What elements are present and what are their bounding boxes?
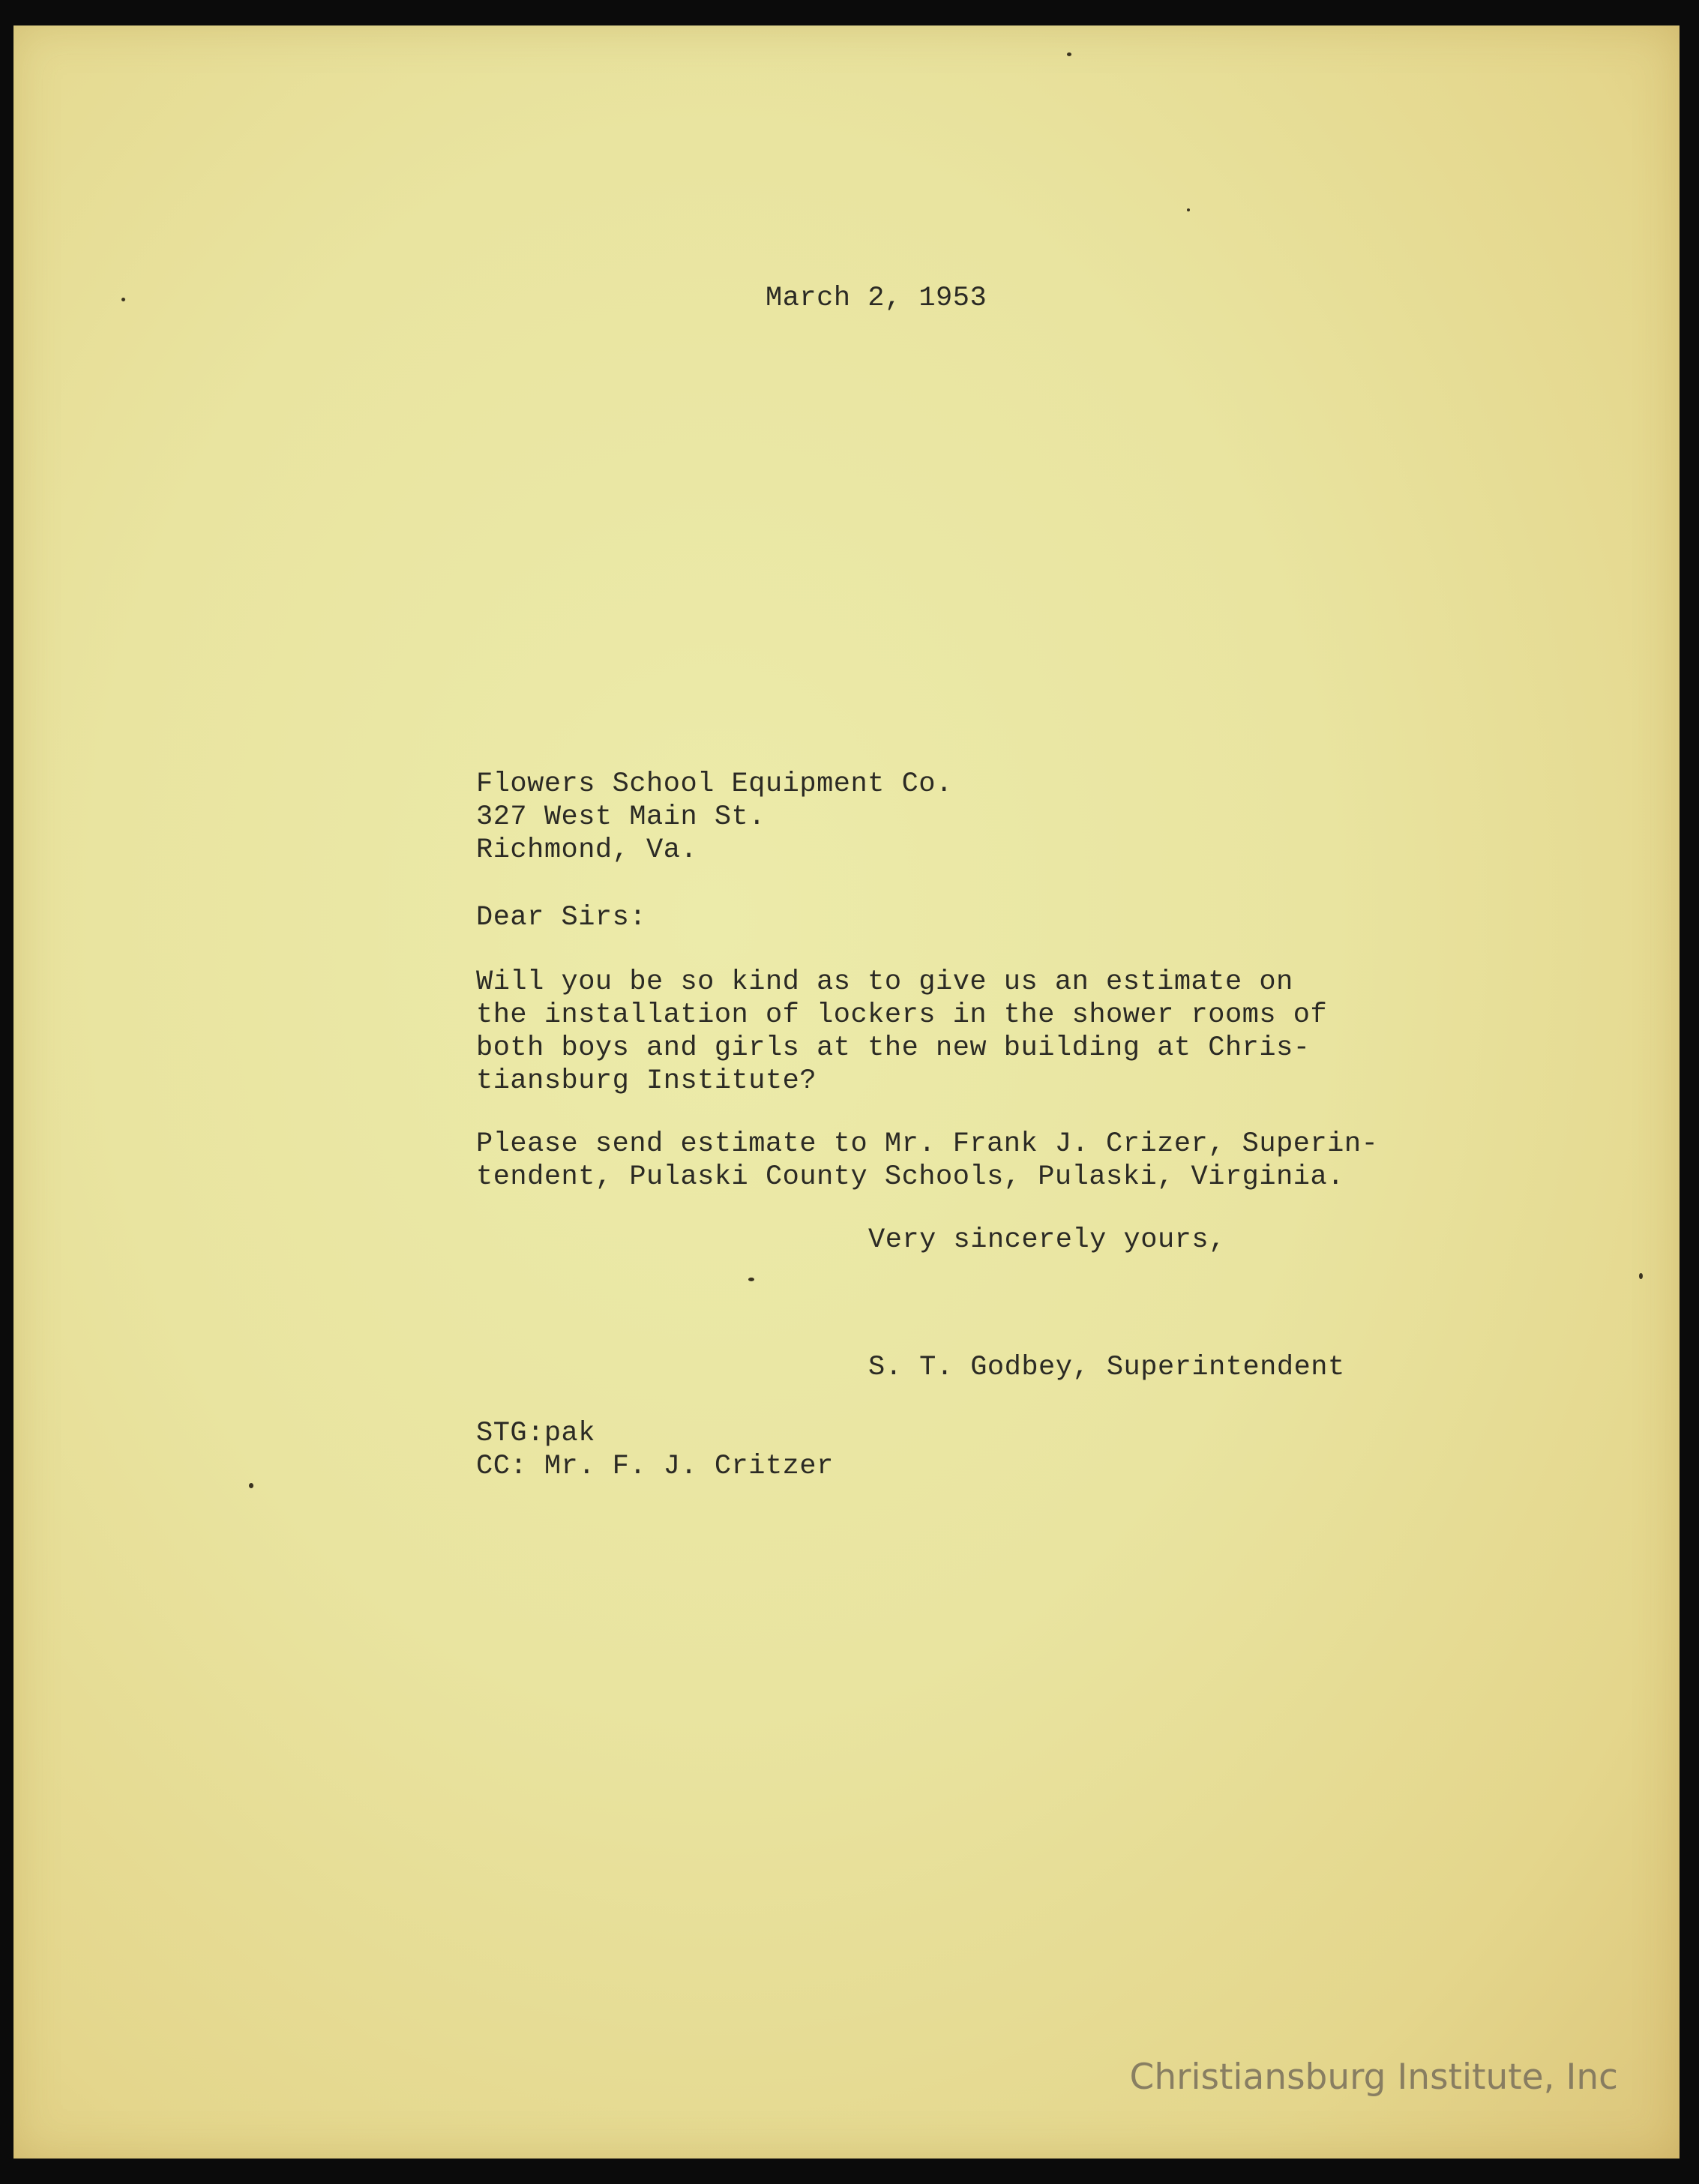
signature-block: S. T. Godbey, Superintendent [868, 1352, 1345, 1383]
paper-speck [1067, 52, 1071, 56]
paper-speck [1639, 1273, 1643, 1279]
body-line: tiansburg Institute? [476, 1065, 817, 1097]
body-line: Will you be so kind as to give us an estimate on [476, 966, 1293, 998]
body-line: the installation of lockers in the shower rooms of [476, 999, 1328, 1031]
recipient-line: Richmond, Va. [476, 834, 698, 866]
recipient-line: Flowers School Equipment Co. [476, 768, 953, 800]
paper-speck [1187, 208, 1190, 211]
reference-line: STG:pak [476, 1418, 595, 1449]
letter-date: March 2, 1953 [766, 283, 987, 314]
recipient-line: 327 West Main St. [476, 801, 766, 833]
body-line: Please send estimate to Mr. Frank J. Crizer, Superin- [476, 1128, 1379, 1160]
body-line: both boys and girls at the new building at Chris- [476, 1032, 1311, 1064]
salutation: Dear Sirs: [476, 902, 647, 933]
body-line: tendent, Pulaski County Schools, Pulaski, Virginia. [476, 1161, 1344, 1193]
letter-page [13, 25, 1680, 2159]
watermark-credit: Christiansburg Institute, Inc [1129, 2057, 1618, 2098]
recipient-address [476, 768, 953, 867]
reference-line: CC: Mr. F. J. Critzer [476, 1451, 834, 1482]
reference-initials [476, 1417, 834, 1483]
body-paragraph-2 [476, 1128, 1378, 1194]
paper-speck [249, 1483, 253, 1488]
paper-speck [748, 1278, 754, 1281]
body-paragraph-1 [476, 966, 1327, 1098]
paper-speck [121, 298, 125, 301]
closing: Very sincerely yours, [868, 1224, 1226, 1256]
